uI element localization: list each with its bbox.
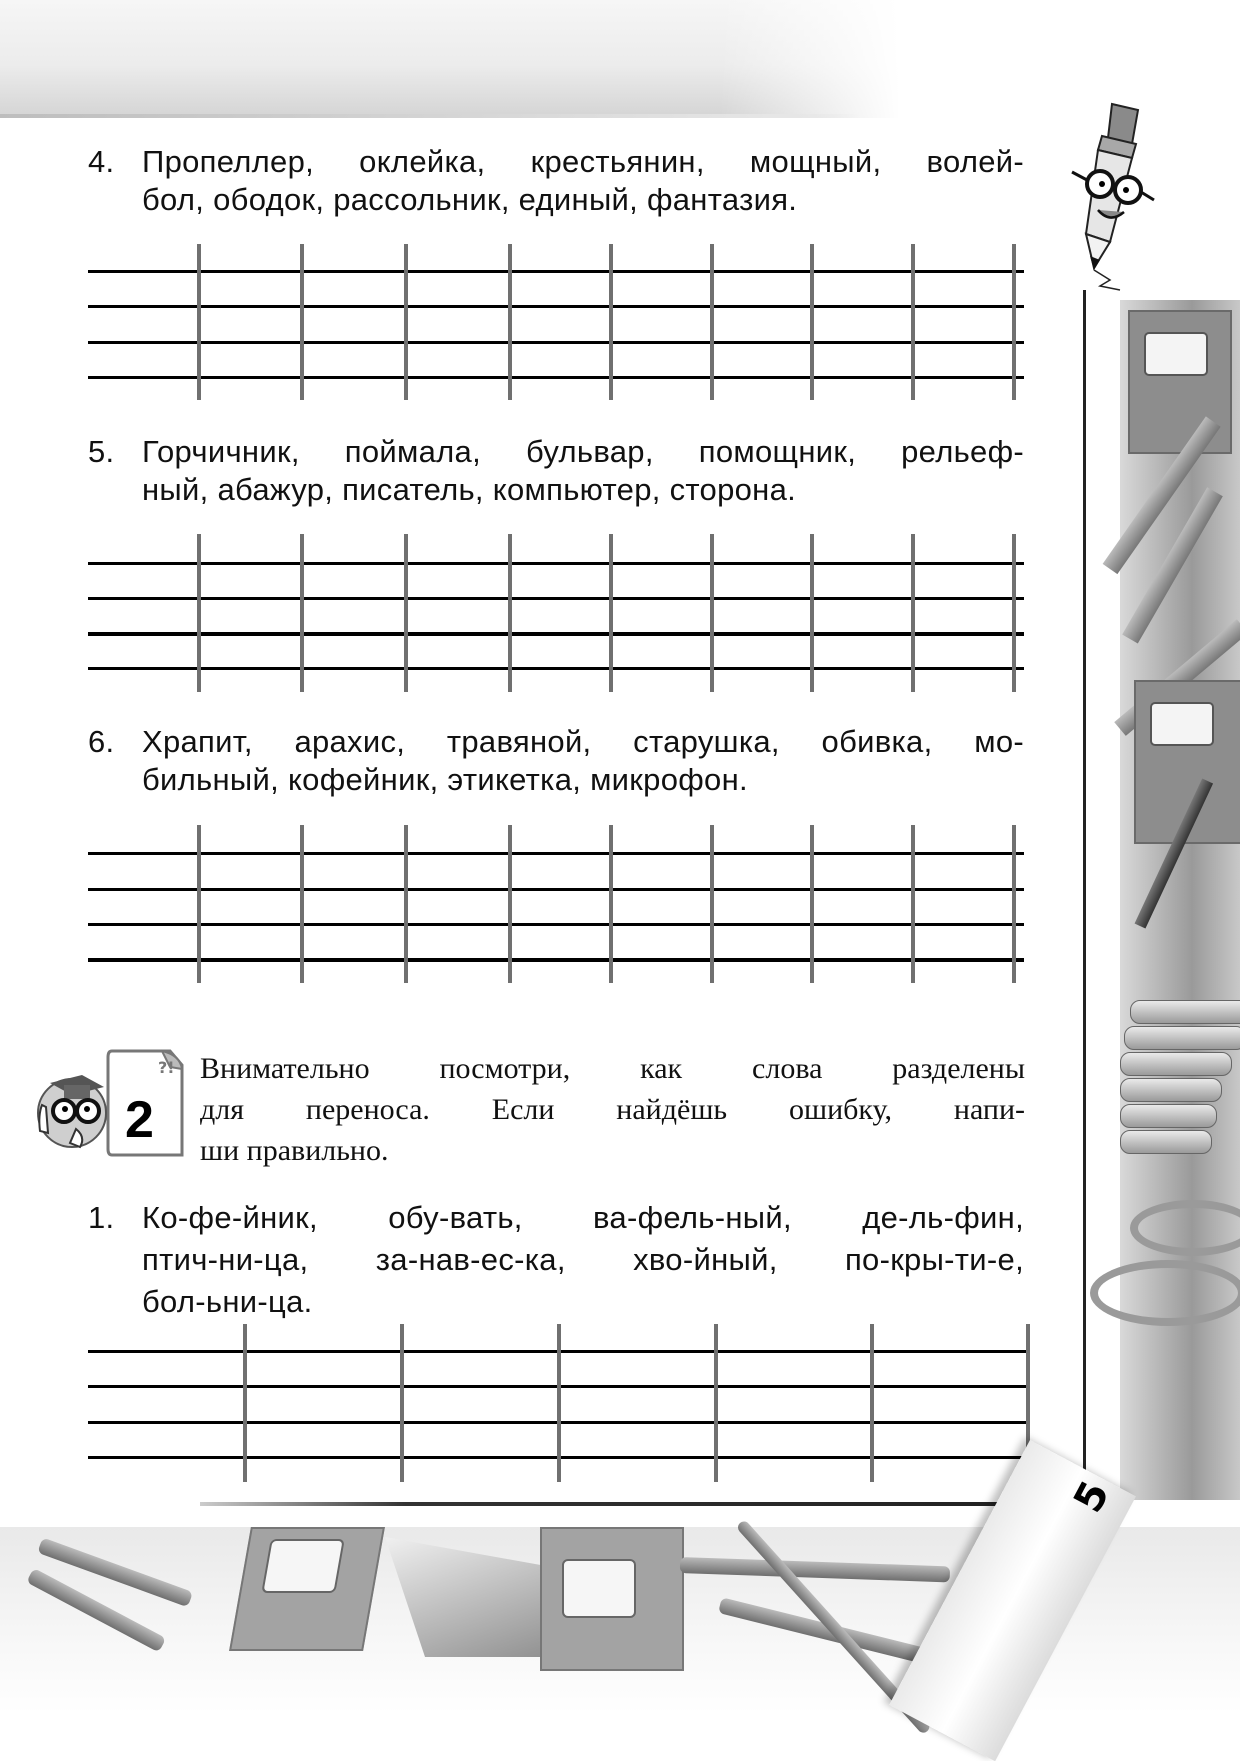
grid-column-line (810, 244, 814, 400)
grid-column-line (197, 825, 201, 983)
grid-column-line (300, 244, 304, 400)
grid-row-line (88, 562, 1024, 565)
grid-column-line (714, 1324, 718, 1482)
grid-column-line (1012, 244, 1016, 400)
exercise-number: 6. (88, 724, 115, 759)
grid-column-line (911, 534, 915, 692)
grid-row-line (88, 597, 1024, 600)
top-decorative-band (0, 0, 900, 118)
task-2-instruction (200, 1048, 1025, 1171)
grid-column-line (911, 244, 915, 400)
task-2-owl-badge-icon (20, 1045, 190, 1160)
instruction-line: для переноса. Если найдёшь ошибку, напи- (200, 1093, 1025, 1126)
grid-column-line (1012, 534, 1016, 692)
page-edge-line (1083, 290, 1086, 1480)
text-line: Горчичник, поймала, бульвар, помощник, рельеф- (142, 434, 1024, 469)
writing-grid[interactable] (88, 1324, 1026, 1482)
writing-grid[interactable] (88, 244, 1024, 400)
exercise-words (142, 433, 1024, 509)
grid-column-line (197, 534, 201, 692)
grid-column-line (404, 534, 408, 692)
grid-column-line (557, 1324, 561, 1482)
grid-column-line (300, 534, 304, 692)
grid-column-line (1012, 825, 1016, 983)
grid-column-line (404, 825, 408, 983)
grid-column-line (197, 244, 201, 400)
grid-row-line (88, 270, 1024, 273)
grid-row-line (88, 305, 1024, 308)
grid-column-line (404, 244, 408, 400)
grid-column-line (710, 244, 714, 400)
grid-column-line (508, 244, 512, 400)
grid-row-line (88, 923, 1024, 926)
grid-row-line (88, 632, 1024, 636)
grid-column-line (400, 1324, 404, 1482)
grid-row-line (88, 376, 1024, 379)
grid-row-line (88, 888, 1024, 891)
exercise-words (142, 723, 1024, 799)
pencil-mascot-icon (1050, 92, 1170, 292)
text-line: бильный, кофейник, этикетка, микрофон. (142, 762, 748, 797)
grid-column-line (609, 244, 613, 400)
top-divider (0, 114, 860, 118)
exercise-words (142, 1197, 1024, 1323)
text-line: Храпит, арахис, травяной, старушка, обивка, мо- (142, 724, 1024, 759)
instruction-line: Внимательно посмотри, как слова разделены (200, 1052, 1025, 1085)
right-decorative-illustration (1120, 300, 1240, 1500)
exercise-number: 4. (88, 144, 115, 179)
grid-column-line (710, 825, 714, 983)
text-line: Пропеллер, оклейка, крестьянин, мощный, волей- (142, 144, 1024, 179)
text-line: бол-ьни-ца. (142, 1284, 313, 1319)
grid-column-line (810, 825, 814, 983)
grid-column-line (508, 534, 512, 692)
text-line: Ко-фе-йник, обу-вать, ва-фель-ный, де-ль-фин, (142, 1200, 1024, 1235)
grid-column-line (243, 1324, 247, 1482)
exercise-number: 5. (88, 434, 115, 469)
exercise-number: 1. (88, 1200, 115, 1235)
grid-column-line (300, 825, 304, 983)
grid-row-line (88, 667, 1024, 670)
grid-column-line (911, 825, 915, 983)
grid-column-line (710, 534, 714, 692)
grid-column-line (508, 825, 512, 983)
grid-row-line (88, 958, 1024, 962)
grid-column-line (609, 825, 613, 983)
text-line: бол, ободок, рассольник, единый, фантазия. (142, 182, 798, 217)
writing-grid[interactable] (88, 534, 1024, 692)
writing-grid[interactable] (88, 825, 1024, 983)
grid-row-line (88, 341, 1024, 344)
grid-row-line (88, 852, 1024, 855)
text-line: ный, абажур, писатель, компьютер, сторона. (142, 472, 797, 507)
exercise-words (142, 143, 1024, 219)
svg-text:?!: ?! (158, 1058, 175, 1077)
bottom-divider (200, 1502, 1020, 1506)
page-number: 5 (1065, 1473, 1119, 1521)
instruction-line: ши правильно. (200, 1134, 389, 1167)
grid-column-line (810, 534, 814, 692)
text-line: птич-ни-ца, за-нав-ес-ка, хво-йный, по-кры-ти-е, (142, 1242, 1024, 1277)
task-number: 2 (125, 1091, 154, 1149)
grid-column-line (609, 534, 613, 692)
grid-column-line (870, 1324, 874, 1482)
